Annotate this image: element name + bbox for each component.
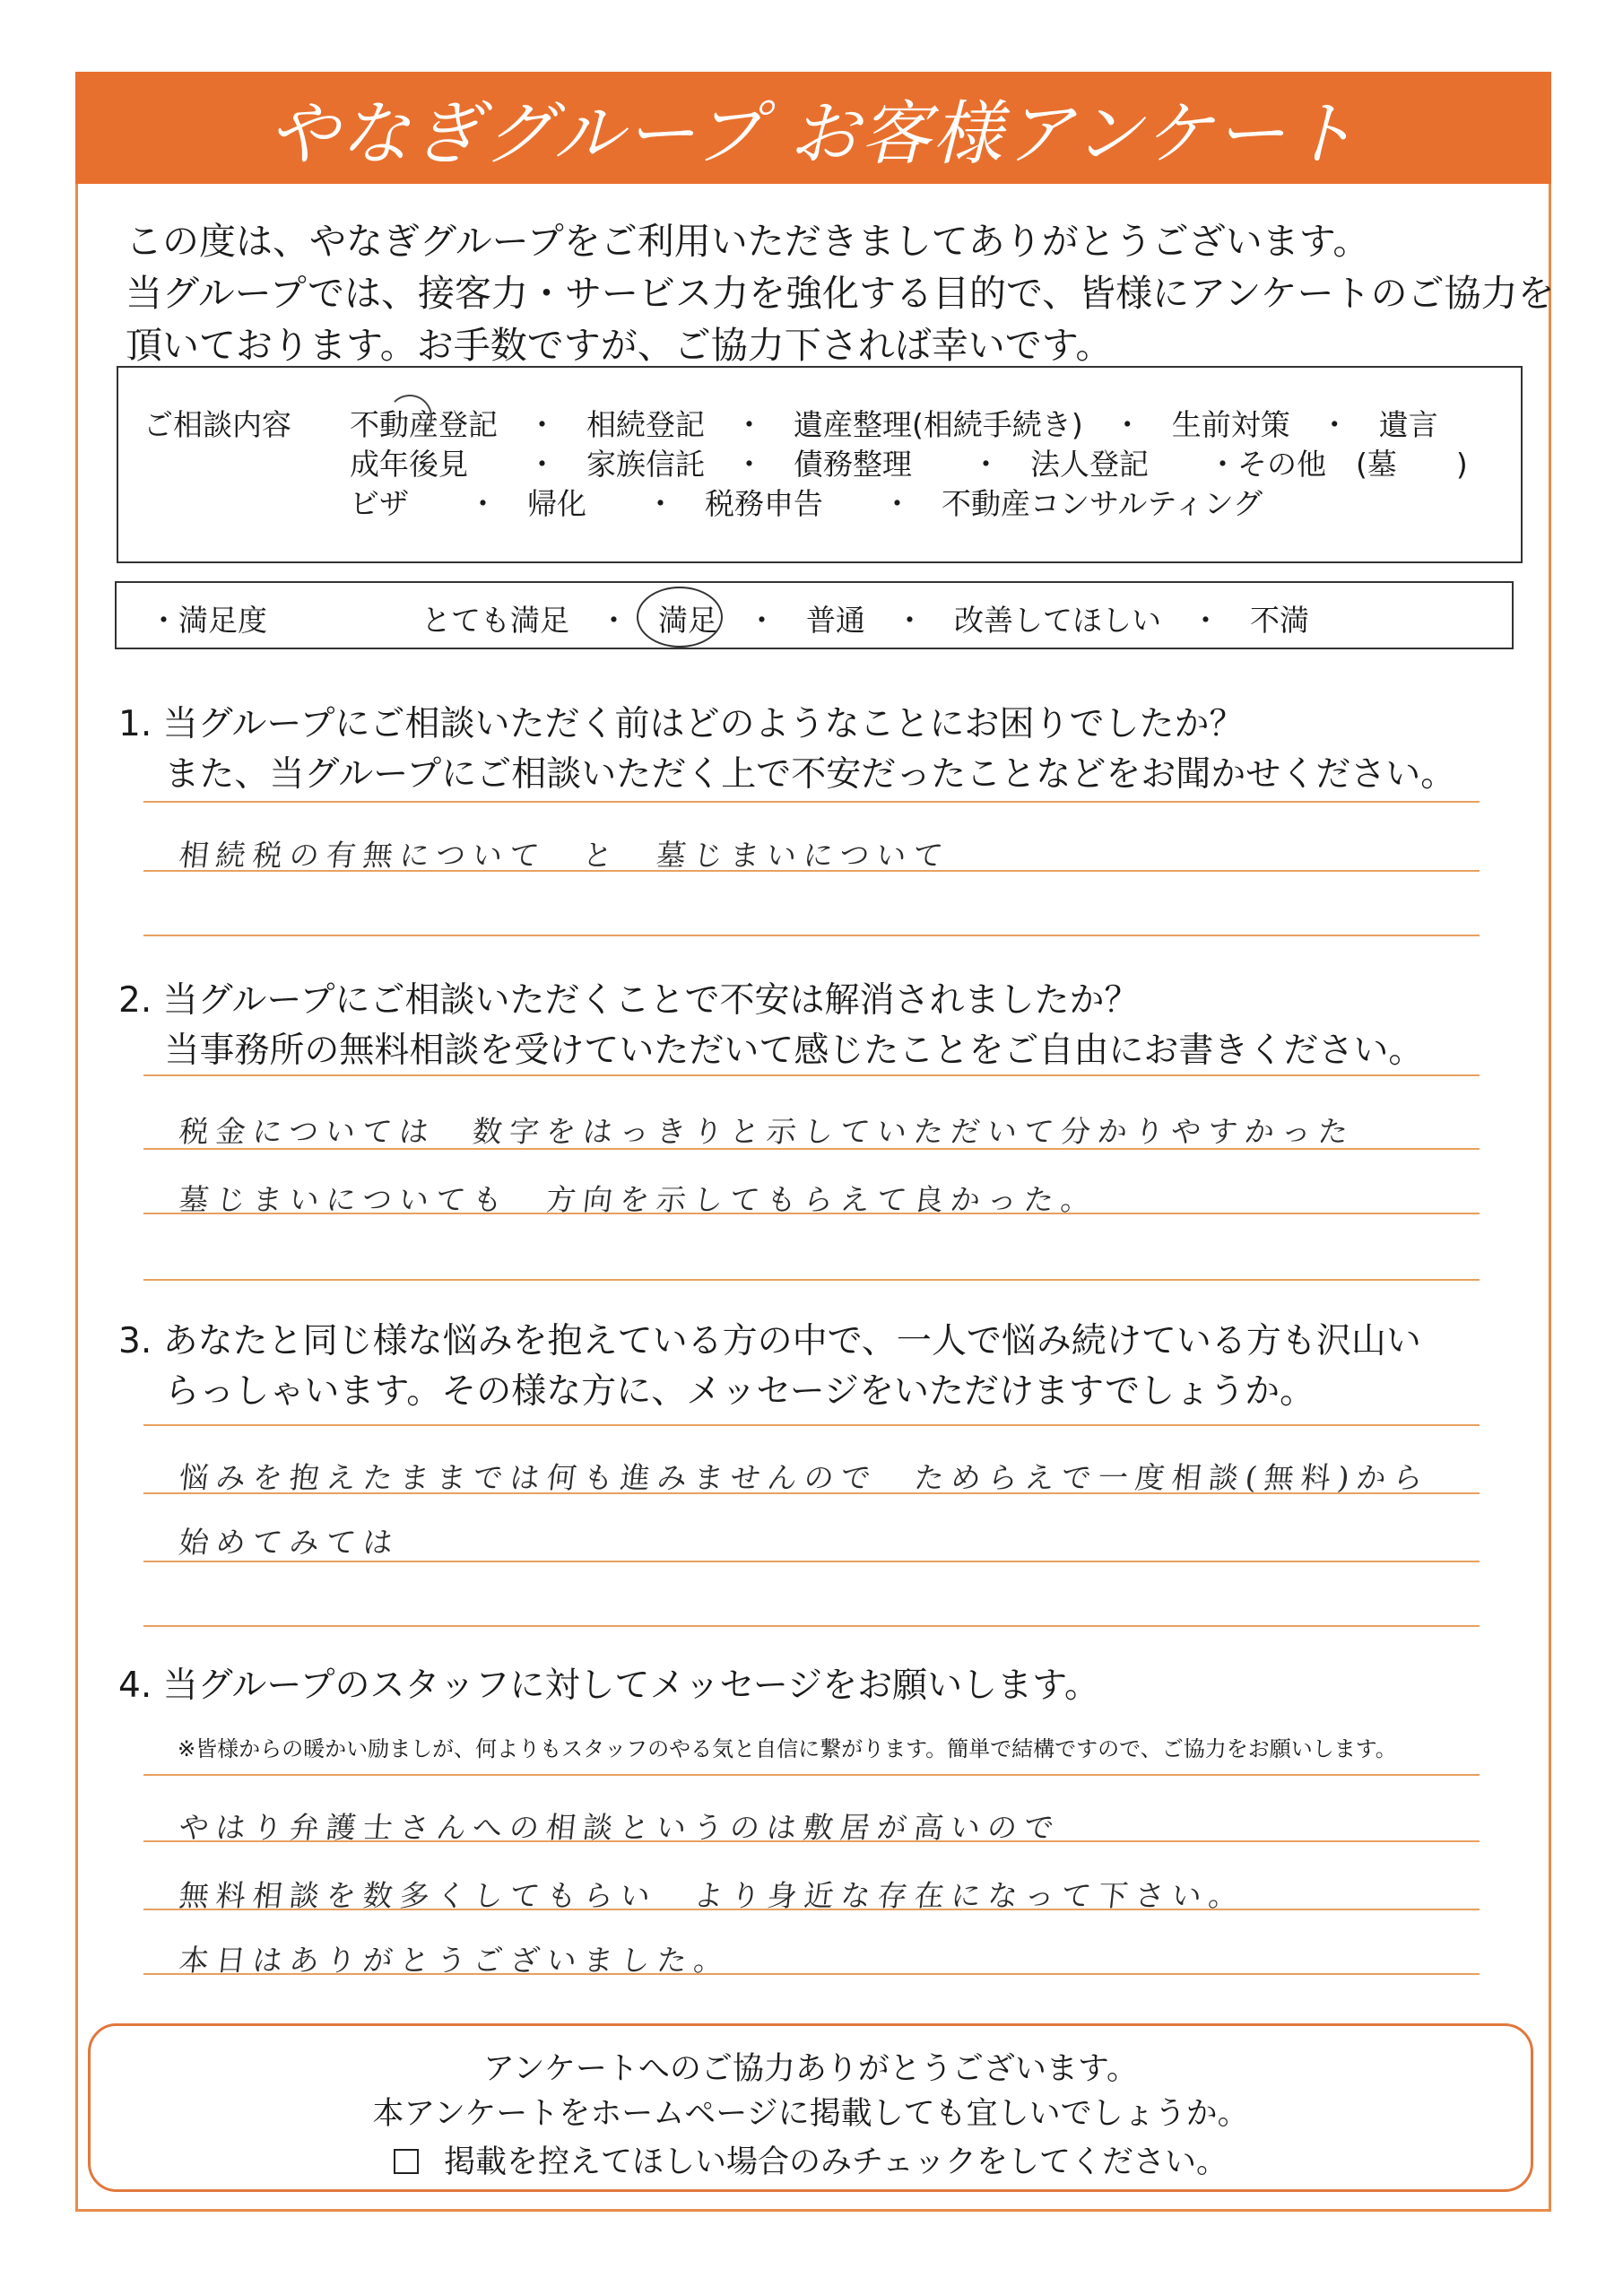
- answer-rule: [143, 1074, 1480, 1076]
- handwritten-answer: 悩みを抱えたままでは何も進みませんので ためらえで一度相談(無料)から: [177, 1460, 1432, 1495]
- question-line: 3. あなたと同じ様な悩みを抱えている方の中で、一人で悩み続けている方も沢山い: [118, 1321, 1421, 1361]
- answer-rule: [143, 801, 1480, 803]
- question-2: [118, 976, 1423, 1076]
- satisfaction-box: [115, 581, 1514, 649]
- handwritten-answer: 税金については 数字をはっきりと示していただいて分かりやすかった: [177, 1114, 1358, 1149]
- handwritten-answer: 本日はありがとうございました。: [177, 1943, 733, 1978]
- question-line: らっしゃいます。その様な方に、メッセージをいただけますでしょうか。: [118, 1371, 1315, 1412]
- consultation-label: ご相談内容: [143, 407, 291, 442]
- answer-rule: [143, 870, 1480, 872]
- answer-rule: [143, 1840, 1480, 1842]
- header-banner: [75, 72, 1551, 184]
- question-line: また、当グループにご相談いただく上で不安だったことなどをお聞かせください。: [118, 754, 1456, 795]
- other-value: 墓: [1367, 447, 1397, 482]
- question-3: [118, 1317, 1421, 1417]
- intro-line: この度は、やなぎグループをご利用いただきましてありがとうございます。: [126, 220, 1370, 263]
- question-line: 1. 当グループにご相談いただく前はどのようなことにお困りでしたか？: [118, 704, 1245, 744]
- question-note: ※皆様からの暖かい励ましが、何よりもスタッフのやる気と自信に繋がります。簡単で結構ですので、ご協力をお願いします。: [178, 1736, 1397, 1761]
- question-line: 2. 当グループにご相談いただくことで不安は解消されましたか？: [118, 980, 1140, 1021]
- selection-mark: [387, 395, 432, 439]
- answer-rule: [143, 1973, 1480, 1975]
- intro-line: 頂いております。お手数ですが、ご協力下されば幸いです。: [126, 324, 1113, 367]
- consultation-options-row: 不動産登記 ・ 相続登記 ・ 遺産整理(相続手続き) ・ 生前対策 ・ 遺言: [350, 407, 1438, 442]
- other-close: ): [1455, 447, 1468, 482]
- selected-option-circle: [637, 587, 723, 648]
- answer-rule: [143, 1909, 1480, 1910]
- satisfaction-label: ・満足度: [149, 603, 267, 638]
- intro-text: [126, 215, 1555, 371]
- closing-line: アンケートへのご協力ありがとうございます。: [482, 2051, 1139, 2087]
- consultation-options-row: [350, 441, 1468, 483]
- handwritten-answer: 始めてみては: [177, 1525, 402, 1560]
- handwritten-answer: 無料相談を数多くしてもらい より身近な存在になって下さい。: [177, 1878, 1247, 1913]
- answer-rule: [143, 935, 1480, 936]
- closing-box: [88, 2023, 1533, 2192]
- answer-rule: [143, 1774, 1480, 1776]
- satisfaction-options: とても満足 ・ 満足 ・ 普通 ・ 改善してほしい ・ 不満: [421, 603, 1309, 638]
- intro-line: 当グループでは、接客力・サービス力を強化する目的で、皆様にアンケートのご協力を: [126, 272, 1555, 315]
- consultation-box: [117, 366, 1523, 563]
- checkbox-icon[interactable]: [394, 2149, 419, 2174]
- answer-rule: [143, 1213, 1480, 1214]
- consultation-options-row: ビザ ・ 帰化 ・ 税務申告 ・ 不動産コンサルティング: [350, 486, 1263, 521]
- answer-rule: [143, 1424, 1480, 1426]
- question-line: 4. 当グループのスタッフに対してメッセージをお願いします。: [118, 1665, 1100, 1706]
- answer-rule: [143, 1492, 1480, 1494]
- question-4: [118, 1661, 1099, 1711]
- handwritten-answer: 相続税の有無について と 墓じまいについて: [177, 838, 952, 873]
- answer-rule: [143, 1279, 1480, 1281]
- answer-rule: [143, 1148, 1480, 1150]
- question-1: [118, 700, 1455, 800]
- answer-rule: [143, 1561, 1480, 1562]
- publish-opt-out: [91, 2137, 1531, 2182]
- consultation-options-text: 成年後見 ・ 家族信託 ・ 債務整理 ・ 法人登記 ・その他 (: [350, 447, 1367, 482]
- question-line: 当事務所の無料相談を受けていただいて感じたことをご自由にお書きください。: [118, 1031, 1424, 1071]
- closing-line: 本アンケートをホームページに掲載しても宜しいでしょうか。: [372, 2096, 1249, 2132]
- handwritten-answer: 墓じまいについても 方向を示してもらえて良かった。: [177, 1182, 1100, 1217]
- page-title: やなぎグループ お客様アンケート: [268, 93, 1358, 175]
- answer-rule: [143, 1625, 1480, 1627]
- checkbox-label: 掲載を控えてほしい場合のみチェックをしてください。: [444, 2144, 1228, 2180]
- handwritten-answer: やはり弁護士さんへの相談というのは敷居が高いので: [177, 1810, 1063, 1845]
